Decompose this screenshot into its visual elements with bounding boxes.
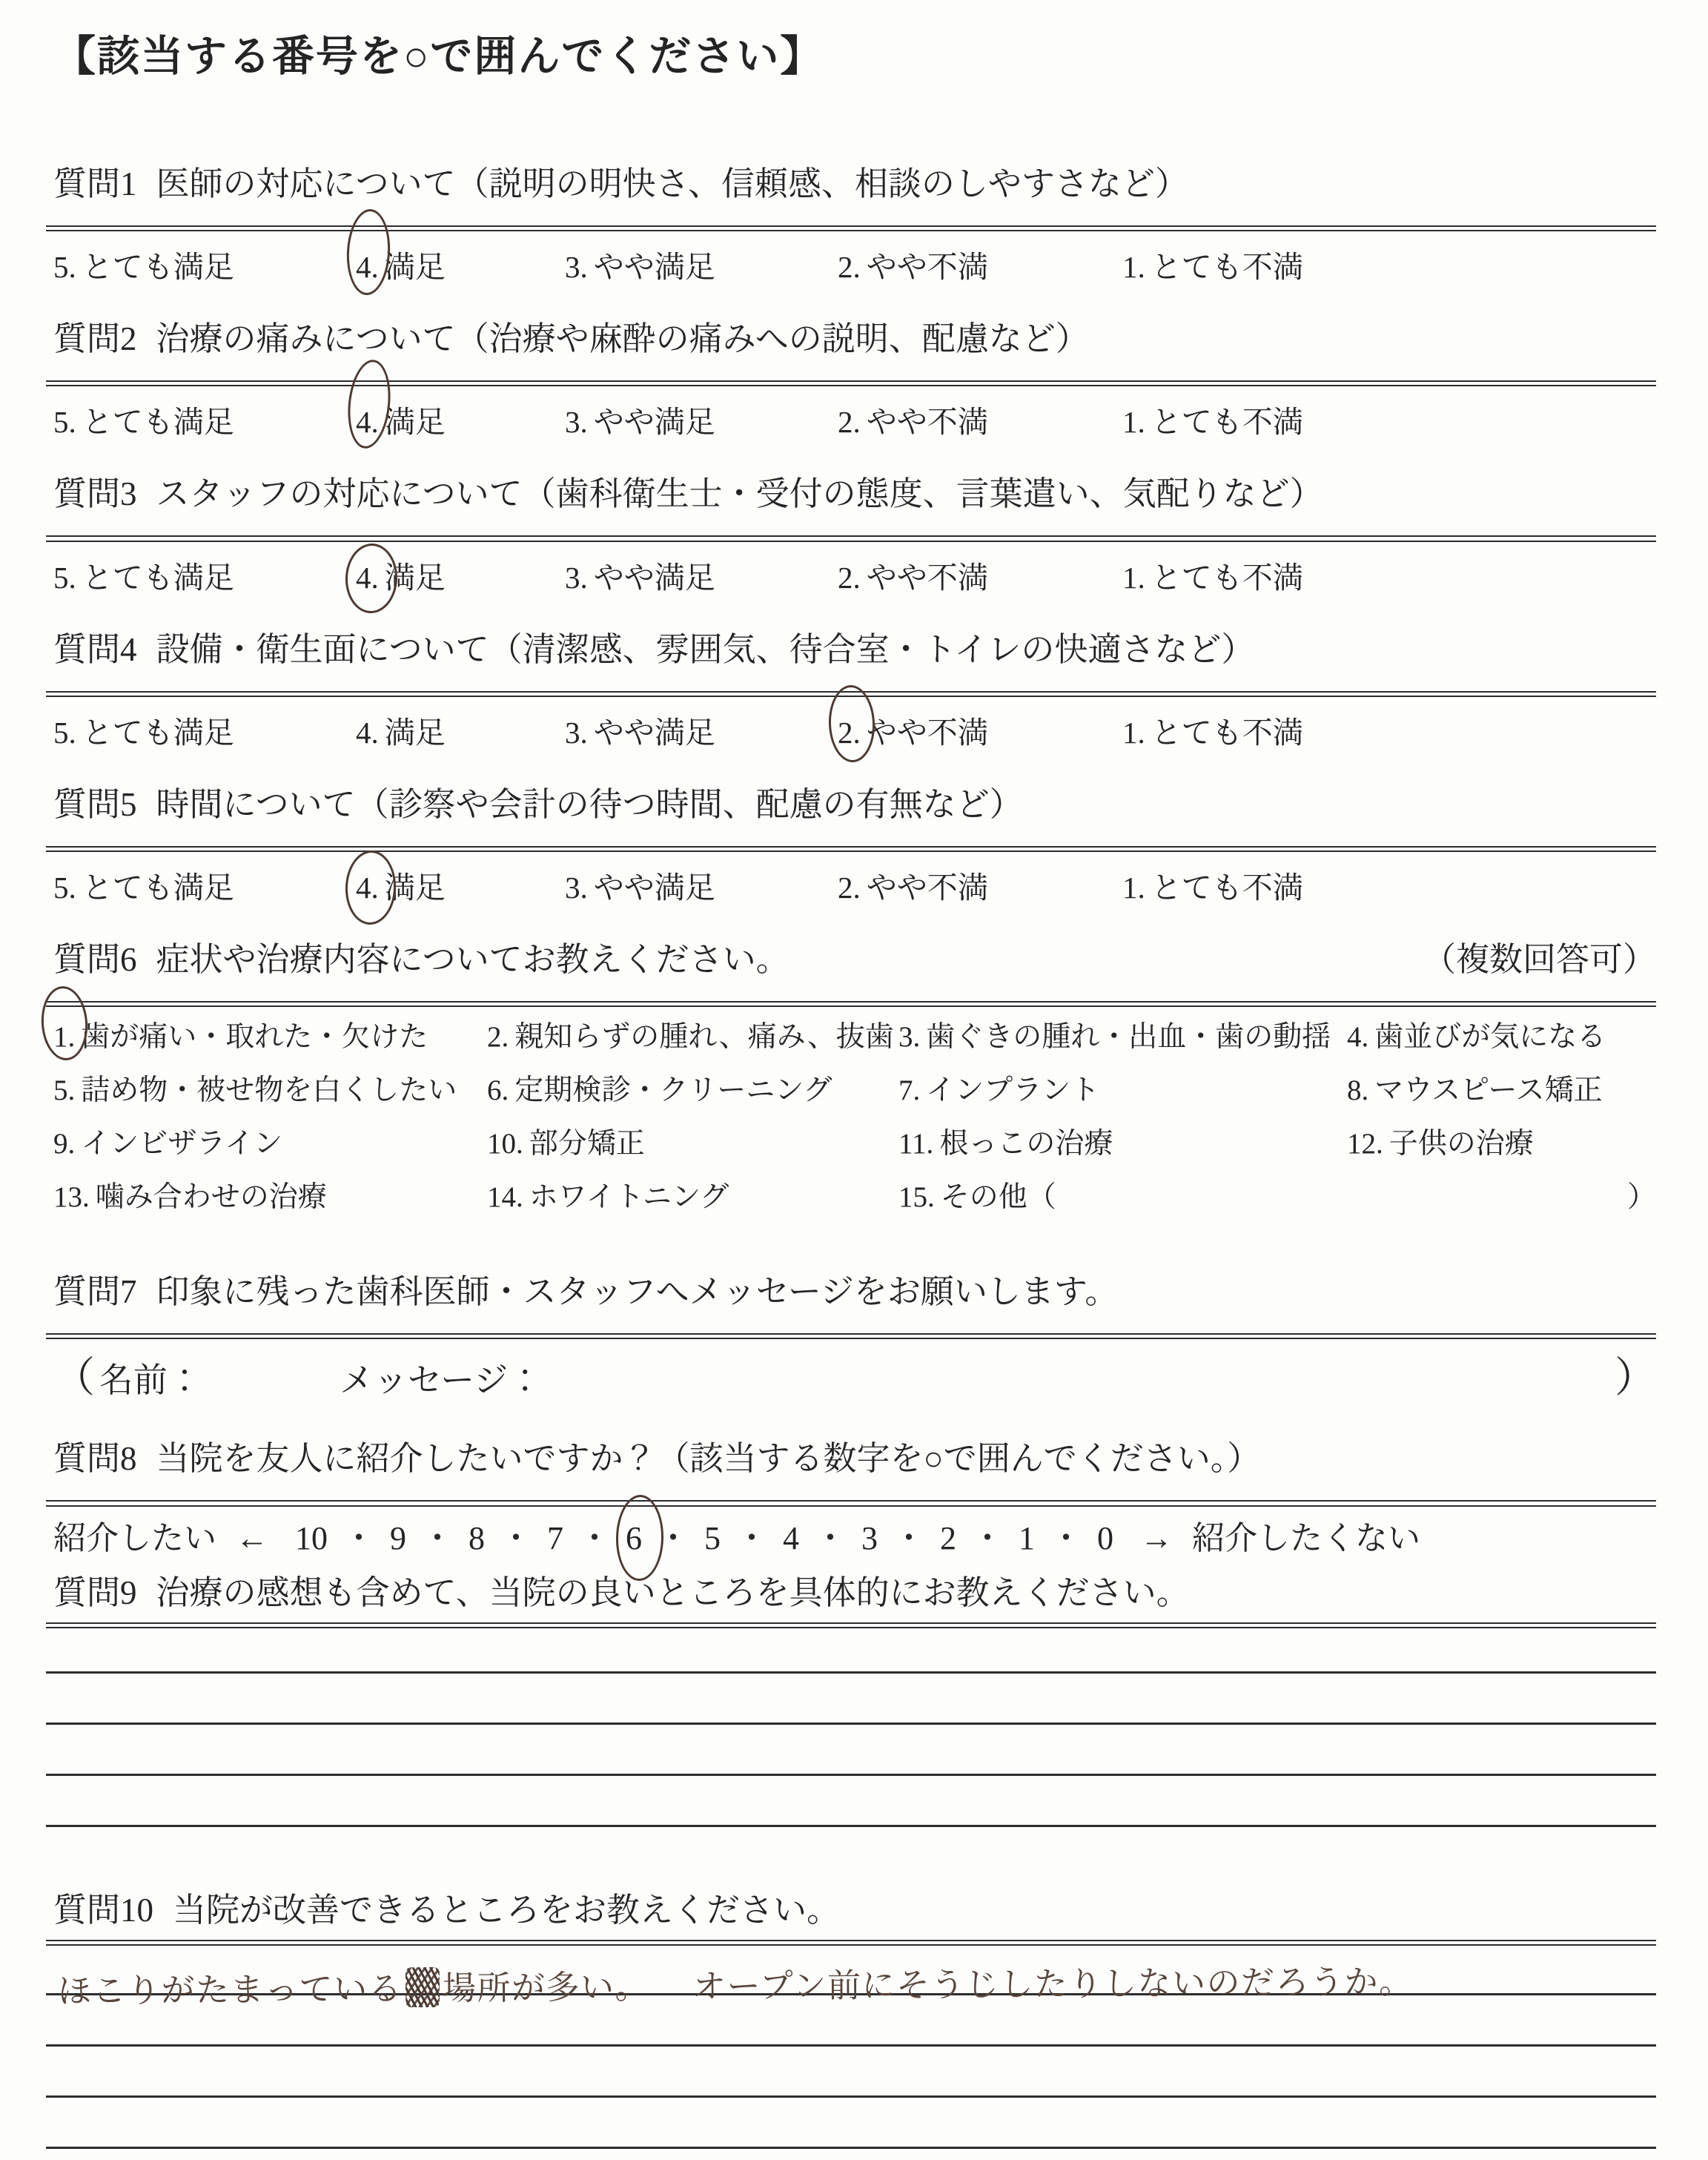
other-close-paren: ） — [1626, 1181, 1656, 1214]
scale-number-0: 0 — [1097, 1519, 1113, 1556]
question-2-text: 治療の痛みについて（治療や麻酔の痛みへの説明、配慮など） — [156, 320, 1089, 358]
item-label: 親知らずの腫れ、痛み、抜歯 — [514, 1021, 894, 1054]
question-2-header — [53, 320, 1656, 358]
option-label: とても不満 — [1151, 250, 1303, 285]
item-label: 子供の治療 — [1388, 1128, 1534, 1160]
option-label: やや満足 — [593, 870, 715, 905]
divider-line — [46, 846, 1656, 852]
rating-option-selected — [838, 715, 1122, 750]
rating-option-selected — [356, 560, 565, 595]
question-7-text: 印象に残った歯科医師・スタッフへメッセージをお願いします。 — [156, 1273, 1119, 1311]
question-10-header — [53, 1891, 1656, 1929]
scale-separator: ・ — [735, 1519, 768, 1556]
left-arrow: ← — [236, 1519, 268, 1556]
option-label: とても不満 — [1151, 560, 1303, 595]
rating-option-selected — [356, 404, 565, 440]
form-title: 【該当する番号を○で囲んでください】 — [53, 33, 824, 80]
item-label: ホワイトニング — [529, 1181, 729, 1214]
question-block-4 — [53, 630, 1656, 750]
answer-line — [46, 1774, 1656, 1776]
rating-option — [565, 870, 838, 905]
question-4-number: 質問4 — [53, 630, 137, 668]
close-paren: ） — [1615, 1355, 1656, 1402]
scale-number-6-selected — [626, 1519, 642, 1559]
option-number: 4. — [356, 715, 379, 750]
divider-line — [46, 535, 1656, 541]
item-number: 2. — [487, 1021, 509, 1054]
symptom-item — [487, 1180, 898, 1215]
item-number: 9. — [53, 1128, 76, 1160]
option-number: 1. — [1122, 250, 1145, 285]
question-1-number: 質問1 — [53, 165, 137, 202]
question-8-text: 当院を友人に紹介したいですか？（該当する数字を○で囲んでください。） — [156, 1440, 1261, 1478]
answer-line — [46, 2147, 1656, 2149]
item-label: マウスピース矯正 — [1374, 1074, 1603, 1107]
symptom-item-selected — [53, 1020, 487, 1054]
item-number: 6. — [487, 1074, 509, 1107]
scale-right-label: 紹介したくない — [1192, 1519, 1420, 1556]
option-number: 3. — [565, 715, 588, 750]
item-label: 歯が痛い・取れた・欠けた — [81, 1021, 428, 1054]
question-10-number: 質問10 — [53, 1891, 154, 1929]
item-label: 歯ぐきの腫れ・出血・歯の動揺 — [926, 1021, 1331, 1054]
option-number: 5. — [53, 560, 76, 595]
scale-separator: ・ — [421, 1519, 454, 1556]
rating-option — [1122, 249, 1303, 285]
option-number: 5. — [53, 405, 76, 440]
option-label: とても満足 — [82, 405, 234, 440]
item-label: 詰め物・被せ物を白くしたい — [81, 1074, 457, 1107]
option-label: とても満足 — [82, 560, 234, 595]
option-label: やや満足 — [593, 715, 715, 750]
question-4-header — [53, 630, 1656, 669]
question-5-text: 時間について（診察や会計の待つ時間、配慮の有無など） — [156, 785, 1023, 823]
rating-option — [53, 715, 356, 750]
option-number: 5. — [53, 250, 76, 285]
rating-option-selected — [356, 249, 565, 285]
question-5-number: 質問5 — [53, 785, 137, 823]
open-paren: （ — [53, 1355, 95, 1402]
scale-separator: ・ — [1050, 1519, 1082, 1556]
question-4-text: 設備・衛生面について（清潔感、雰囲気、待合室・トイレの快適さなど） — [156, 630, 1255, 668]
scale-separator: ・ — [971, 1519, 1004, 1556]
question-block-3 — [53, 475, 1656, 595]
question-block-6 — [53, 940, 1656, 1215]
option-number: 4. — [356, 250, 379, 285]
scale-number-6: 6 — [626, 1519, 642, 1556]
scale-number-4: 4 — [783, 1519, 799, 1556]
symptom-item — [487, 1020, 898, 1054]
question-8-header — [53, 1439, 1656, 1478]
question-block-2 — [53, 320, 1656, 440]
answer-line-with-handwriting — [46, 1946, 1656, 2010]
rating-option — [565, 249, 838, 285]
right-arrow: → — [1140, 1519, 1173, 1556]
answer-line — [46, 2044, 1656, 2047]
item-label: 噛み合わせの治療 — [95, 1181, 327, 1214]
divider-line — [46, 225, 1656, 231]
question-1-options — [53, 249, 1656, 285]
scale-number-5: 5 — [704, 1519, 721, 1556]
scale-separator: ・ — [342, 1519, 375, 1556]
symptom-item — [53, 1074, 487, 1108]
question-3-header — [53, 475, 1656, 513]
divider-line — [46, 691, 1656, 697]
item-label: インプラント — [926, 1074, 1100, 1107]
option-number: 1. — [1122, 560, 1145, 595]
option-label: 満足 — [384, 870, 446, 905]
question-3-number: 質問3 — [53, 475, 137, 513]
item-label: その他（ — [940, 1181, 1056, 1214]
name-field-label: 名前： — [99, 1361, 202, 1400]
rating-option — [565, 560, 838, 595]
rating-option-selected — [356, 870, 565, 905]
item-number: 7. — [898, 1074, 921, 1107]
item-label: 定期検診・クリーニング — [514, 1074, 833, 1107]
rating-option — [1122, 870, 1303, 905]
option-number: 1. — [1122, 715, 1145, 750]
scale-separator: ・ — [657, 1519, 689, 1556]
scale-separator: ・ — [500, 1519, 532, 1556]
option-label: やや不満 — [866, 560, 988, 595]
rating-option — [565, 715, 838, 750]
rating-option — [53, 870, 356, 905]
question-6-header — [53, 940, 1656, 979]
handwritten-answer — [58, 1958, 1652, 2010]
option-number: 5. — [53, 715, 76, 750]
rating-option — [356, 715, 565, 750]
option-number: 2. — [838, 405, 861, 440]
scale-separator: ・ — [814, 1519, 847, 1556]
symptom-item — [487, 1074, 898, 1108]
rating-option — [838, 870, 1122, 905]
handwriting-segment: ほこりがたまっている — [57, 1970, 403, 2010]
scale-number-1: 1 — [1019, 1519, 1035, 1556]
option-number: 4. — [356, 560, 379, 595]
divider-line — [46, 1500, 1656, 1506]
rating-option — [838, 404, 1122, 440]
option-label: 満足 — [384, 405, 446, 440]
question-block-5 — [53, 785, 1656, 905]
scale-left-label: 紹介したい — [53, 1519, 216, 1556]
answer-line — [46, 1671, 1656, 1674]
question-6-text: 症状や治療内容についてお教えください。 — [156, 940, 790, 978]
divider-line — [46, 1333, 1656, 1339]
option-label: とても不満 — [1151, 715, 1303, 750]
question-7-header — [53, 1272, 1656, 1311]
option-label: とても不満 — [1151, 405, 1303, 440]
option-label: やや不満 — [866, 250, 988, 285]
item-label: 部分矯正 — [529, 1128, 645, 1160]
scale-number-7: 7 — [547, 1519, 563, 1556]
symptom-item — [898, 1074, 1347, 1108]
divider-line — [46, 1622, 1656, 1628]
scale-separator: ・ — [578, 1519, 611, 1556]
option-label: 満足 — [384, 250, 446, 285]
option-label: やや不満 — [866, 870, 988, 905]
question-block-10 — [53, 1891, 1656, 2149]
option-number: 3. — [565, 870, 588, 905]
option-number: 2. — [838, 250, 861, 285]
question-6-items — [53, 1020, 1656, 1215]
symptom-item — [898, 1127, 1347, 1161]
symptom-item-other — [898, 1180, 1347, 1215]
handwriting-segment: 場所が多い。 — [442, 1968, 650, 2007]
scale-separator: ・ — [893, 1519, 925, 1556]
option-number: 3. — [565, 405, 588, 440]
item-number: 3. — [898, 1021, 921, 1054]
symptom-item — [1347, 1127, 1656, 1161]
item-number: 14. — [487, 1181, 523, 1214]
question-7-answer-row — [53, 1355, 1656, 1404]
scale-number-10: 10 — [295, 1519, 328, 1556]
option-label: やや不満 — [866, 405, 988, 440]
option-number: 2. — [838, 715, 861, 750]
item-label: インビザライン — [81, 1128, 283, 1160]
item-label: 根っこの治療 — [939, 1128, 1113, 1160]
question-6-note: （複数回答可） — [1422, 940, 1656, 978]
option-number: 5. — [53, 870, 76, 905]
rating-option — [1122, 404, 1303, 440]
divider-line — [46, 1001, 1656, 1007]
question-3-options — [53, 560, 1656, 595]
option-label: やや満足 — [593, 560, 715, 595]
rating-option — [53, 249, 356, 285]
question-2-number: 質問2 — [53, 320, 137, 358]
rating-option — [1122, 715, 1303, 750]
rating-option — [565, 404, 838, 440]
handwriting-segment: オープン前にそうじしたりしないのだろうか。 — [692, 1963, 1414, 2006]
scale-number-2: 2 — [940, 1519, 956, 1556]
question-4-options — [53, 715, 1656, 750]
question-5-options — [53, 870, 1656, 905]
answer-line — [46, 1825, 1656, 1827]
symptom-item — [487, 1127, 898, 1161]
question-10-text: 当院が改善できるところをお教えください。 — [173, 1891, 841, 1929]
symptom-item — [1347, 1074, 1656, 1108]
divider-line — [46, 1940, 1656, 1946]
recommend-scale — [53, 1519, 1656, 1559]
symptom-item — [53, 1180, 487, 1215]
scale-number-8: 8 — [469, 1519, 485, 1556]
option-label: 満足 — [384, 560, 446, 595]
option-number: 2. — [838, 870, 861, 905]
question-7-number: 質問7 — [53, 1273, 137, 1311]
item-number: 10. — [487, 1128, 523, 1160]
option-number: 3. — [565, 250, 588, 285]
question-block-8 — [53, 1439, 1656, 1558]
rating-option — [838, 249, 1122, 285]
option-number: 1. — [1122, 405, 1145, 440]
item-number: 15. — [898, 1181, 935, 1214]
item-number: 8. — [1347, 1074, 1369, 1107]
item-number: 1. — [53, 1021, 76, 1054]
option-label: やや満足 — [593, 405, 715, 440]
answer-line — [46, 1723, 1656, 1725]
question-block-9 — [53, 1573, 1656, 1827]
item-number: 12. — [1347, 1128, 1383, 1160]
option-label: とても不満 — [1151, 870, 1303, 905]
question-block-7 — [53, 1272, 1656, 1404]
item-number: 5. — [53, 1074, 76, 1107]
question-3-text: スタッフの対応について（歯科衛生士・受付の態度、言葉遣い、気配りなど） — [156, 475, 1323, 513]
question-9-text: 治療の感想も含めて、当院の良いところを具体的にお教えください。 — [156, 1573, 1190, 1611]
answer-line — [46, 2095, 1656, 2098]
symptom-item — [53, 1127, 487, 1161]
rating-option — [838, 560, 1122, 595]
question-1-header — [53, 165, 1656, 203]
option-label: とても満足 — [82, 250, 234, 285]
message-field-label: メッセージ： — [340, 1361, 543, 1400]
option-number: 3. — [565, 560, 588, 595]
symptom-item — [898, 1020, 1347, 1054]
item-number: 4. — [1347, 1021, 1369, 1054]
symptom-item — [1347, 1020, 1656, 1054]
rating-option — [53, 560, 356, 595]
option-number: 4. — [356, 405, 379, 440]
item-number: 13. — [53, 1181, 90, 1214]
option-number: 2. — [838, 560, 861, 595]
question-2-options — [53, 404, 1656, 440]
scale-number-3: 3 — [861, 1519, 878, 1556]
question-1-text: 医師の対応について（説明の明快さ、信頼感、相談のしやすさなど） — [156, 165, 1188, 202]
question-block-1 — [53, 165, 1656, 285]
option-label: とても満足 — [82, 715, 234, 750]
option-number: 1. — [1122, 870, 1145, 905]
option-label: やや満足 — [593, 250, 715, 285]
question-9-header — [53, 1573, 1656, 1612]
scribbled-out-character — [406, 1967, 440, 2007]
question-9-number: 質問9 — [53, 1573, 137, 1611]
option-label: とても満足 — [82, 870, 234, 905]
option-label: やや不満 — [866, 715, 988, 750]
rating-option — [53, 404, 356, 440]
question-5-header — [53, 785, 1656, 824]
item-label: 歯並びが気になる — [1374, 1021, 1606, 1054]
question-8-number: 質問8 — [53, 1440, 137, 1478]
scale-number-9: 9 — [390, 1519, 406, 1556]
option-number: 4. — [356, 870, 379, 905]
question-6-number: 質問6 — [53, 940, 137, 978]
rating-option — [1122, 560, 1303, 595]
option-label: 満足 — [384, 715, 446, 750]
divider-line — [46, 380, 1656, 386]
item-number: 11. — [898, 1128, 934, 1160]
